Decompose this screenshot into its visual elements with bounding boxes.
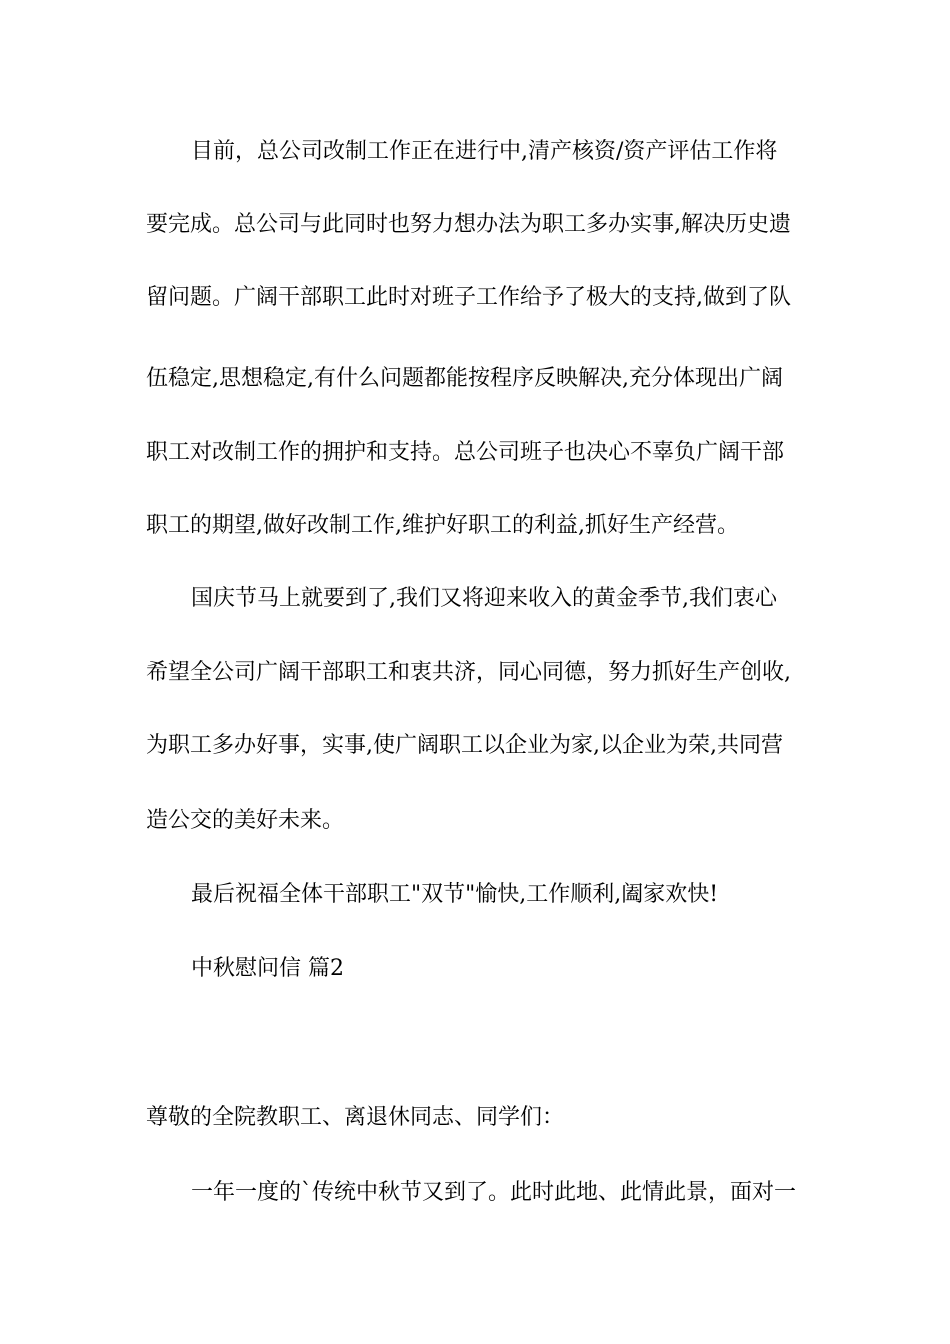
paragraph-1-line-3: 留问题。广阔干部职工此时对班子工作给予了极大的支持,做到了队: [146, 285, 791, 310]
paragraph-1-line-2: 要完成。总公司与此同时也努力想办法为职工多办实事,解决历史遗: [146, 212, 791, 237]
paragraph-2-line-4: 造公交的美好未来。: [146, 808, 345, 833]
paragraph-2-line-2: 希望全公司广阔干部职工和衷共济，同心同德，努力抓好生产创收,: [146, 660, 791, 685]
salutation: 尊敬的全院教职工、离退休同志、同学们：: [146, 1105, 565, 1130]
paragraph-2-line-1: 国庆节马上就要到了,我们又将迎来收入的黄金季节,我们衷心: [191, 586, 777, 611]
paragraph-1-line-1: 目前，总公司改制工作正在进行中,清产核资/资产评估工作将: [191, 139, 778, 164]
paragraph-3-line-1: 一年一度的`传统中秋节又到了。此时此地、此情此景，面对一: [191, 1180, 797, 1205]
paragraph-1-line-4: 伍稳定,思想稳定,有什么问题都能按程序反映解决,充分体现出广阔: [146, 366, 783, 391]
paragraph-1-line-6: 职工的期望,做好改制工作,维护好职工的利益,抓好生产经营。: [146, 513, 739, 538]
closing-blessing: 最后祝福全体干部职工"双节"愉快,工作顺利,阖家欢快!: [191, 882, 719, 907]
paragraph-1-line-5: 职工对改制工作的拥护和支持。总公司班子也决心不辜负广阔干部: [146, 440, 785, 465]
section-heading: 中秋慰问信 篇2: [191, 956, 344, 981]
paragraph-2-line-3: 为职工多办好事，实事,使广阔职工以企业为家,以企业为荣,共同营: [146, 733, 783, 758]
